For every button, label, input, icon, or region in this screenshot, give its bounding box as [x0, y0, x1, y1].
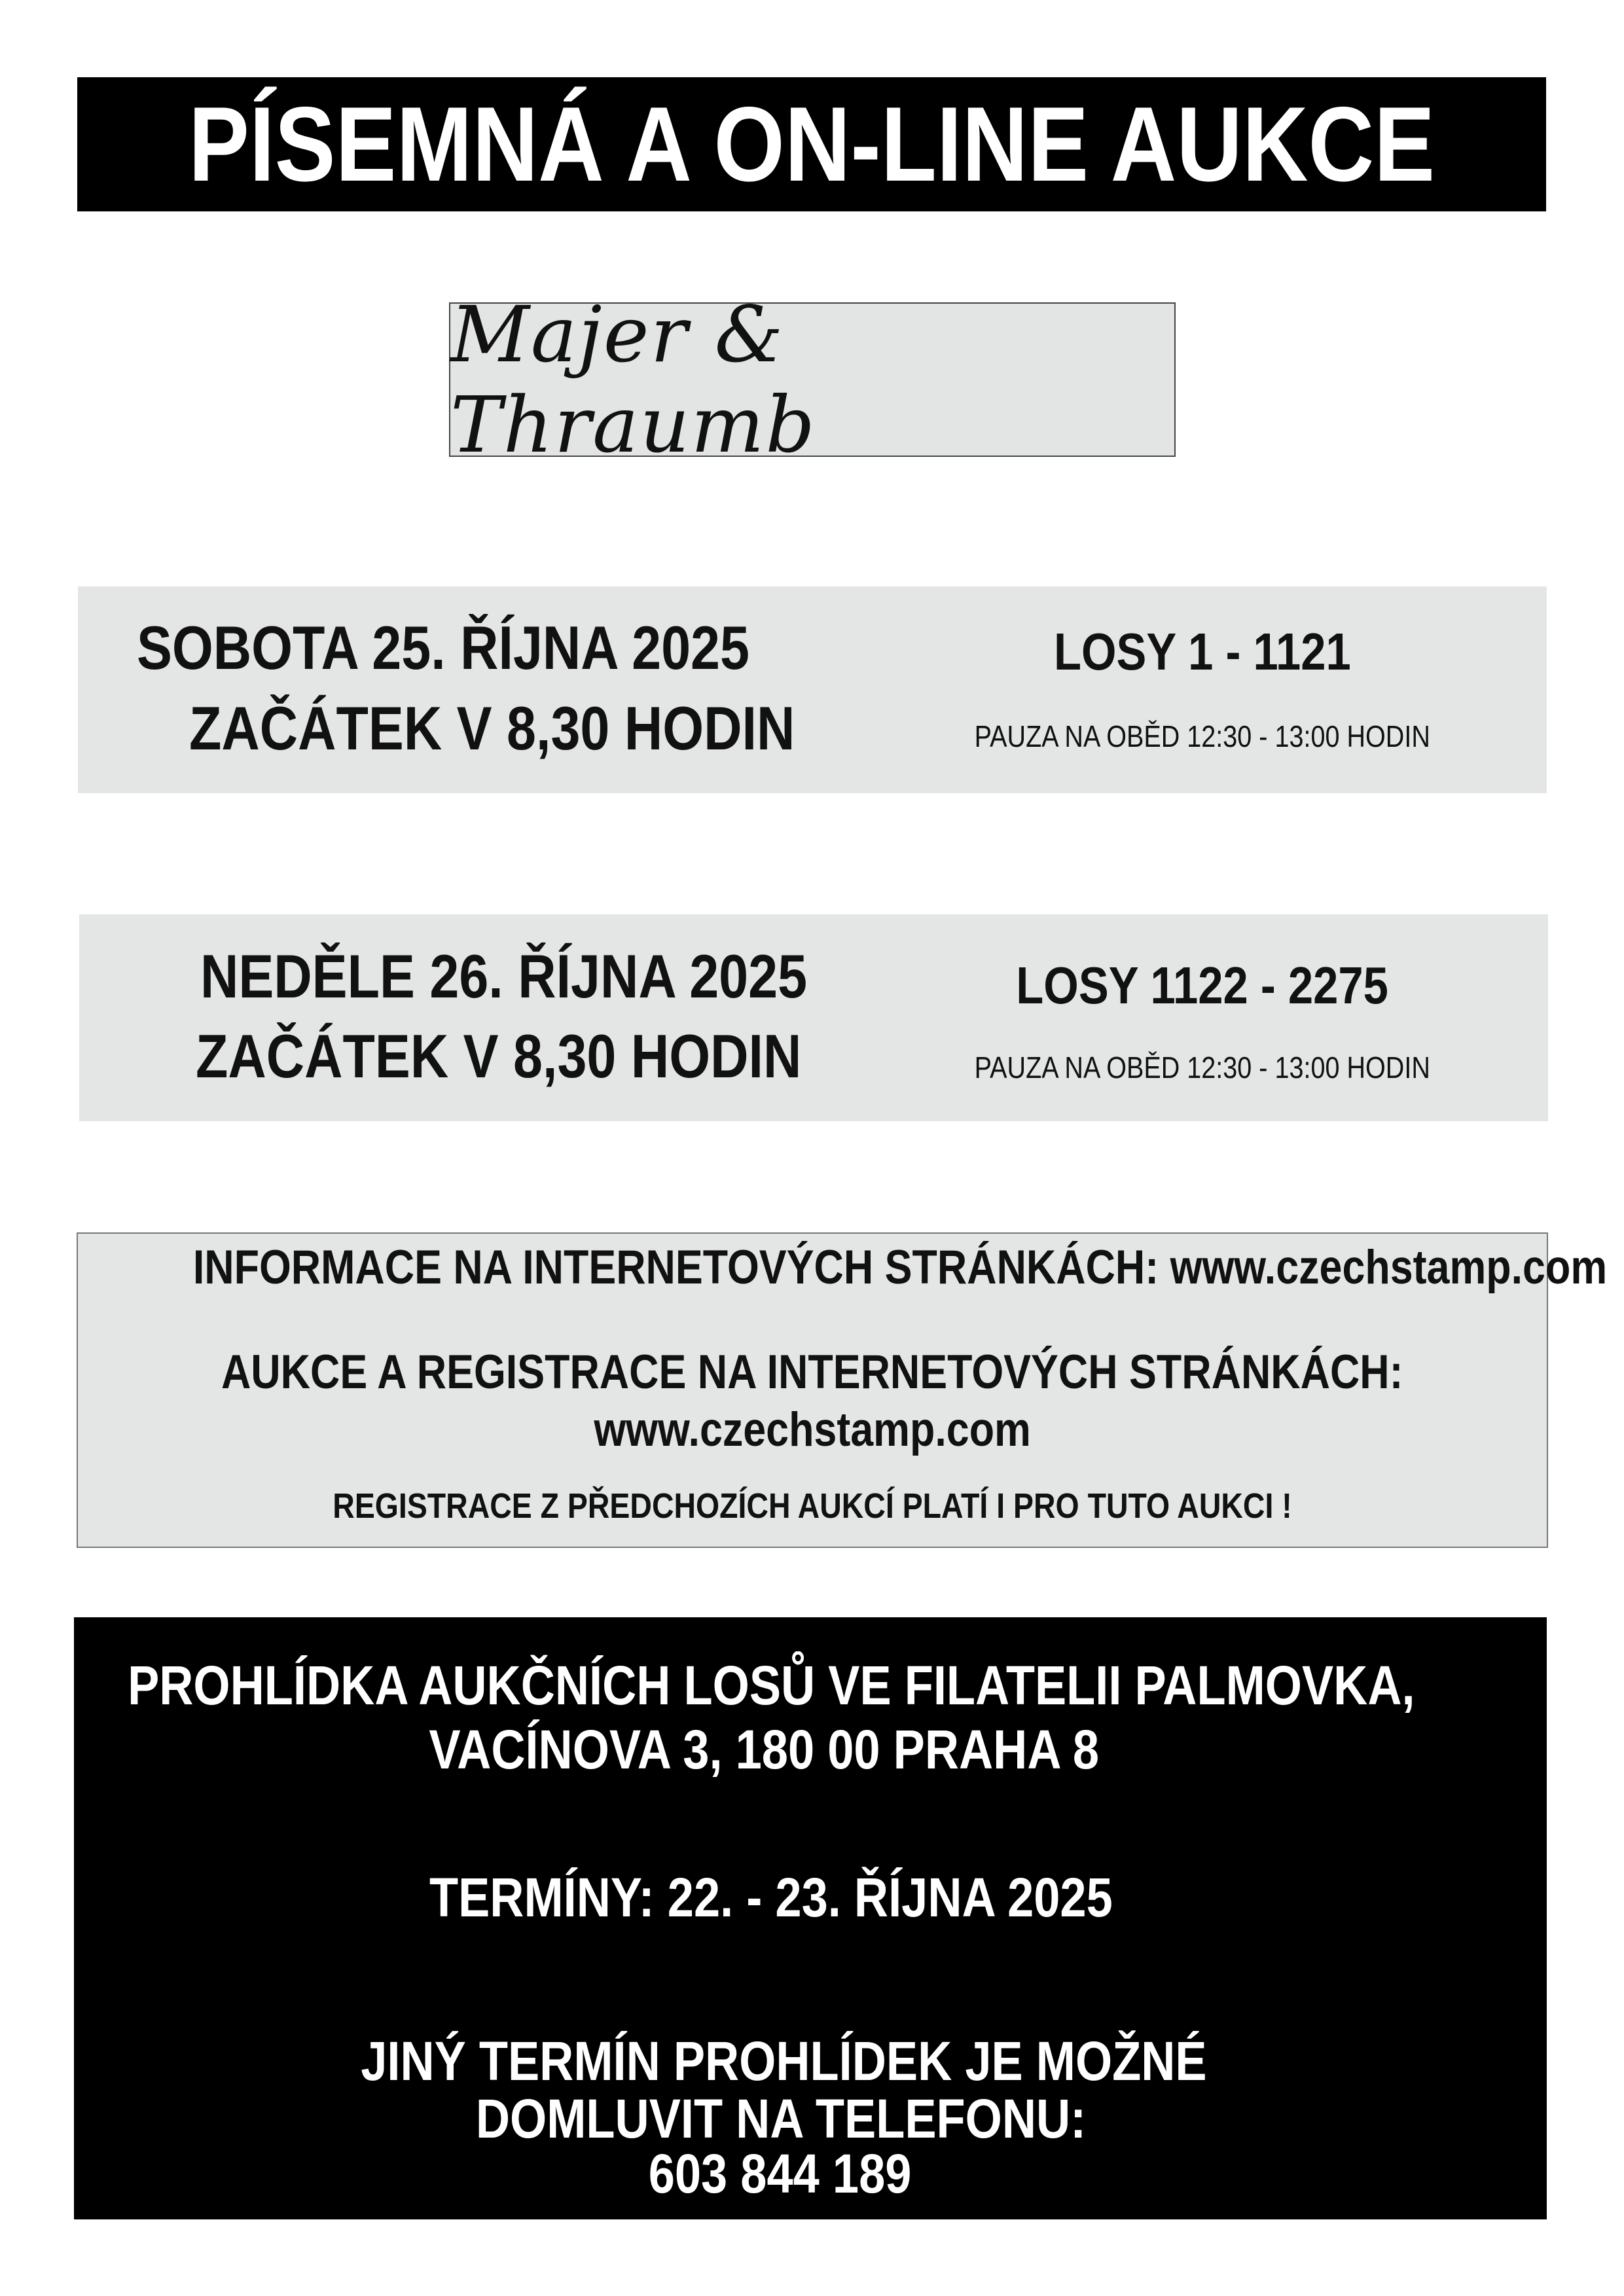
viewing-phone[interactable]: 603 844 189 [649, 2143, 912, 2204]
viewing-dates: TERMÍNY: 22. - 23. ŘÍJNA 2025 [429, 1867, 1113, 1928]
viewing-other-note-1: JINÝ TERMÍN PROHLÍDEK JE MOŽNÉ [360, 2030, 1207, 2092]
viewing-location: PROHLÍDKA AUKČNÍCH LOSŮ VE FILATELII PALMOVKA, [128, 1655, 1415, 1716]
day-panel-sunday [79, 914, 1548, 1121]
day-start-time: ZAČÁTEK V 8,30 HODIN [196, 1022, 802, 1090]
day-date: SOBOTA 25. ŘÍJNA 2025 [137, 613, 749, 682]
page-title: PÍSEMNÁ A ON-LINE AUKCE [188, 84, 1435, 204]
info-box [77, 1232, 1608, 1548]
day-lots: LOSY 1122 - 2275 [1016, 956, 1389, 1014]
day-date: NEDĚLE 26. ŘÍJNA 2025 [200, 942, 808, 1011]
day-pause: PAUZA NA OBĚD 12:30 - 13:00 HODIN [974, 1050, 1431, 1085]
title-banner [77, 77, 1546, 211]
viewing-other-note-2: DOMLUVIT NA TELEFONU: [475, 2088, 1087, 2149]
day-lots: LOSY 1 - 1121 [1054, 622, 1351, 681]
info-website-line: INFORMACE NA INTERNETOVÝCH STRÁNKÁCH: www.czechstamp.com [192, 1241, 1608, 1294]
viewing-box [74, 1617, 1547, 2219]
day-pause: PAUZA NA OBĚD 12:30 - 13:00 HODIN [974, 719, 1431, 753]
logo [449, 289, 1176, 470]
logo-text: Majer & Thraumb [450, 289, 816, 470]
day-panel-saturday [78, 586, 1547, 793]
viewing-address: VACÍNOVA 3, 180 00 PRAHA 8 [429, 1719, 1099, 1780]
info-registration-url[interactable]: www.czechstamp.com [594, 1403, 1031, 1456]
info-registration-note: REGISTRACE Z PŘEDCHOZÍCH AUKCÍ PLATÍ I PRO TUTO AUKCI ! [333, 1486, 1292, 1526]
day-start-time: ZAČÁTEK V 8,30 HODIN [189, 694, 795, 762]
info-registration-line: AUKCE A REGISTRACE NA INTERNETOVÝCH STRÁNKÁCH: [221, 1346, 1403, 1399]
